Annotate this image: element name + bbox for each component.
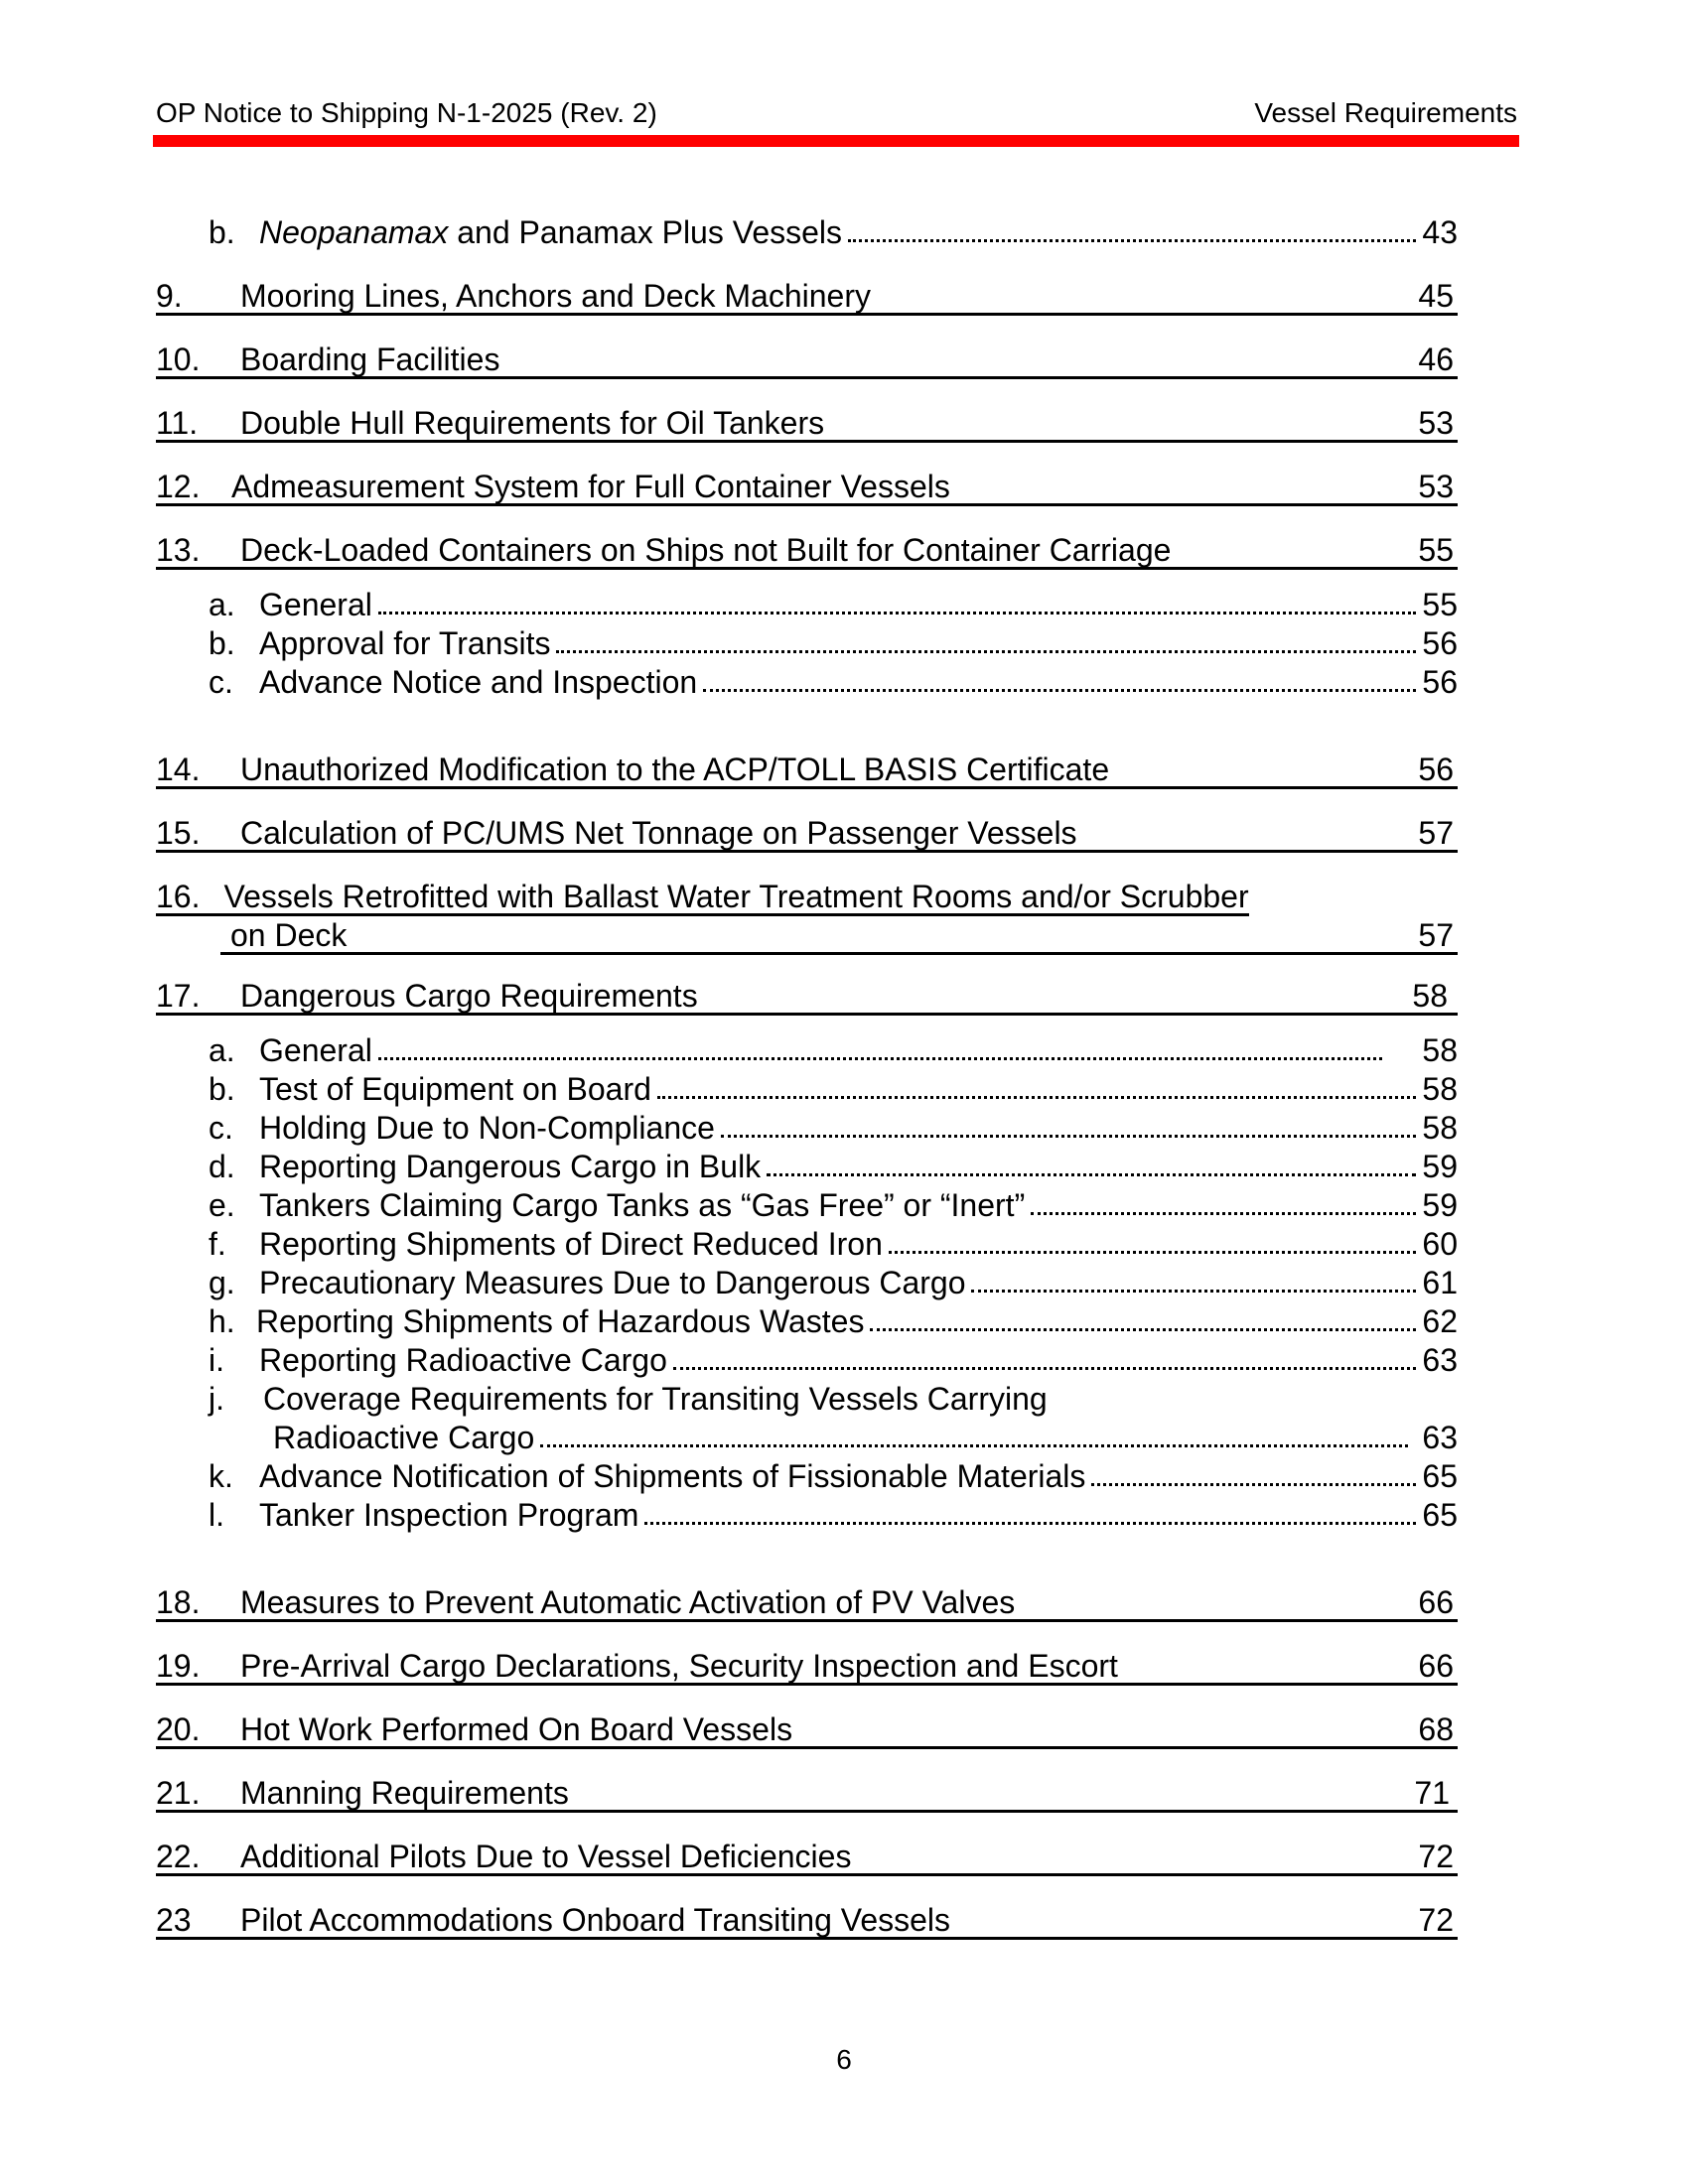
toc-page-number: 58 bbox=[1422, 1032, 1458, 1068]
toc-subitem-text: Approval for Transits bbox=[259, 625, 551, 661]
toc-section-12[interactable] bbox=[156, 467, 1458, 506]
toc-section-number: 13. bbox=[156, 532, 201, 568]
toc-subitem-letter: k. bbox=[209, 1458, 233, 1494]
toc-section-number: 20. bbox=[156, 1711, 201, 1747]
toc-section-17[interactable] bbox=[156, 976, 1458, 1016]
toc-section-16-line1[interactable] bbox=[156, 877, 1249, 916]
toc-section-title: Additional Pilots Due to Vessel Deficiencies bbox=[240, 1839, 852, 1874]
toc-subitem-letter: b. bbox=[209, 625, 235, 661]
toc-section-18[interactable] bbox=[156, 1582, 1458, 1622]
toc-section-title: Boarding Facilities bbox=[240, 341, 500, 377]
toc-section-number: 15. bbox=[156, 815, 201, 851]
dot-leader bbox=[540, 1444, 1408, 1447]
toc-subitem-letter: c. bbox=[209, 664, 233, 700]
toc-subitem-letter: b. bbox=[209, 214, 235, 250]
dot-leader bbox=[1091, 1483, 1416, 1486]
dot-leader bbox=[556, 650, 1416, 653]
toc-subitem-17j-line2[interactable] bbox=[273, 1419, 1458, 1456]
toc-page-number: 58 bbox=[1422, 1071, 1458, 1107]
toc-subitem-text: Advance Notification of Shipments of Fissionable Materials bbox=[259, 1458, 1086, 1494]
toc-subitem-text: Reporting Radioactive Cargo bbox=[259, 1342, 667, 1378]
toc-subitem-13b[interactable] bbox=[209, 624, 1458, 662]
toc-subitem-text: Holding Due to Non-Compliance bbox=[259, 1110, 715, 1146]
toc-subitem-letter: l. bbox=[209, 1497, 224, 1533]
toc-page-number: 68 bbox=[1418, 1711, 1454, 1747]
dot-leader bbox=[848, 239, 1416, 242]
header-section-title: Vessel Requirements bbox=[1254, 97, 1517, 128]
toc-section-number: 12. bbox=[156, 469, 201, 504]
toc-subitem-17f[interactable] bbox=[209, 1225, 1458, 1263]
toc-section-title: Admeasurement System for Full Container Vessels bbox=[231, 469, 950, 504]
toc-subitem-8b[interactable] bbox=[209, 213, 1458, 251]
toc-subitem-17e[interactable] bbox=[209, 1186, 1458, 1224]
toc-section-19[interactable] bbox=[156, 1646, 1458, 1686]
toc-subitem-text: Tankers Claiming Cargo Tanks as “Gas Free” or “Inert” bbox=[259, 1187, 1026, 1223]
toc-page-number: 56 bbox=[1422, 625, 1458, 661]
toc-subitem-letter: a. bbox=[209, 1032, 235, 1068]
toc-page-number: 57 bbox=[1418, 917, 1454, 953]
toc-subitem-letter: e. bbox=[209, 1187, 235, 1223]
toc-section-23[interactable] bbox=[156, 1900, 1458, 1940]
dot-leader bbox=[703, 689, 1416, 692]
toc-section-title: Manning Requirements bbox=[240, 1775, 569, 1811]
toc-subitem-17j-line1[interactable] bbox=[209, 1380, 1458, 1418]
dot-leader bbox=[721, 1135, 1417, 1138]
toc-subitem-17c[interactable] bbox=[209, 1109, 1458, 1147]
toc-section-number: 19. bbox=[156, 1648, 201, 1684]
toc-section-15[interactable] bbox=[156, 813, 1458, 853]
toc-subitem-text: General bbox=[259, 1032, 372, 1068]
toc-subitem-text bbox=[259, 213, 842, 251]
toc-subitem-text: Tanker Inspection Program bbox=[259, 1497, 639, 1533]
toc-subitem-text-continued: Radioactive Cargo bbox=[273, 1420, 535, 1455]
toc-page-number: 72 bbox=[1418, 1839, 1454, 1874]
toc-section-22[interactable] bbox=[156, 1837, 1458, 1876]
toc-subitem-letter: c. bbox=[209, 1110, 233, 1146]
toc-page-number: 63 bbox=[1422, 1420, 1458, 1455]
toc-section-14[interactable] bbox=[156, 750, 1458, 789]
toc-section-20[interactable] bbox=[156, 1709, 1458, 1749]
toc-section-number: 14. bbox=[156, 751, 201, 787]
toc-section-title: Measures to Prevent Automatic Activation of PV Valves bbox=[240, 1584, 1016, 1620]
toc-section-number: 9. bbox=[156, 278, 183, 314]
toc-subitem-text: Reporting Dangerous Cargo in Bulk bbox=[259, 1149, 762, 1184]
toc-section-title: Mooring Lines, Anchors and Deck Machinery bbox=[240, 278, 871, 314]
toc-subitem-letter: h. bbox=[209, 1303, 235, 1339]
toc-subitem-letter: a. bbox=[209, 587, 235, 622]
toc-page-number: 66 bbox=[1418, 1584, 1454, 1620]
toc-subitem-17i[interactable] bbox=[209, 1341, 1458, 1379]
toc-page-number: 55 bbox=[1418, 532, 1454, 568]
toc-section-title: Deck-Loaded Containers on Ships not Built for Container Carriage bbox=[240, 532, 1172, 568]
toc-page-number: 59 bbox=[1422, 1149, 1458, 1184]
dot-leader bbox=[657, 1096, 1417, 1099]
toc-page-number: 43 bbox=[1422, 214, 1458, 250]
toc-section-number: 22. bbox=[156, 1839, 201, 1874]
toc-section-16-line2[interactable] bbox=[220, 915, 1458, 955]
toc-subitem-letter: b. bbox=[209, 1071, 235, 1107]
toc-section-title-continued: on Deck bbox=[230, 917, 348, 953]
toc-page-number: 59 bbox=[1422, 1187, 1458, 1223]
toc-subitem-letter: i. bbox=[209, 1342, 224, 1378]
toc-section-number: 23 bbox=[156, 1902, 192, 1938]
toc-subitem-text: General bbox=[259, 587, 372, 622]
toc-section-number: 18. bbox=[156, 1584, 201, 1620]
header-red-rule bbox=[153, 135, 1519, 147]
toc-section-21[interactable] bbox=[156, 1773, 1458, 1813]
header-document-title: OP Notice to Shipping N-1-2025 (Rev. 2) bbox=[156, 97, 657, 128]
toc-subitem-17h[interactable] bbox=[209, 1302, 1458, 1340]
toc-subitem-text: Test of Equipment on Board bbox=[259, 1071, 651, 1107]
toc-section-title: Pilot Accommodations Onboard Transiting Vessels bbox=[240, 1902, 951, 1938]
toc-subitem-letter: g. bbox=[209, 1265, 235, 1300]
toc-page-number: 56 bbox=[1418, 751, 1454, 787]
toc-subitem-17d[interactable] bbox=[209, 1148, 1458, 1185]
dot-leader bbox=[644, 1522, 1416, 1525]
toc-page-number: 66 bbox=[1418, 1648, 1454, 1684]
toc-section-number: 21. bbox=[156, 1775, 201, 1811]
toc-page-number: 63 bbox=[1422, 1342, 1458, 1378]
toc-page-number: 62 bbox=[1422, 1303, 1458, 1339]
toc-subitem-text: Reporting Shipments of Direct Reduced Iron bbox=[259, 1226, 883, 1262]
toc-subitem-text: Reporting Shipments of Hazardous Wastes bbox=[256, 1303, 865, 1339]
dot-leader bbox=[889, 1251, 1417, 1254]
toc-page-number: 65 bbox=[1422, 1497, 1458, 1533]
toc-section-11[interactable] bbox=[156, 403, 1458, 443]
toc-subitem-letter: d. bbox=[209, 1149, 235, 1184]
toc-page-number: 65 bbox=[1422, 1458, 1458, 1494]
toc-section-title: Double Hull Requirements for Oil Tankers bbox=[240, 405, 825, 441]
toc-section-number: 10. bbox=[156, 341, 201, 377]
toc-subitem-text: Advance Notice and Inspection bbox=[259, 664, 698, 700]
dot-leader bbox=[378, 1057, 1383, 1060]
toc-page-number: 53 bbox=[1418, 469, 1454, 504]
toc-subitem-text-rest: and Panamax Plus Vessels bbox=[448, 214, 843, 250]
toc-page-number: 58 bbox=[1412, 978, 1448, 1014]
toc-section-13[interactable] bbox=[156, 530, 1458, 570]
toc-subitem-text: Coverage Requirements for Transiting Vessels Carrying bbox=[263, 1381, 1048, 1417]
dot-leader bbox=[971, 1290, 1416, 1293]
toc-section-10[interactable] bbox=[156, 340, 1458, 379]
toc-section-title: Unauthorized Modification to the ACP/TOLL BASIS Certificate bbox=[240, 751, 1110, 787]
toc-subitem-13c[interactable] bbox=[209, 663, 1458, 701]
toc-subitem-italic: Neopanamax bbox=[259, 214, 449, 250]
dot-leader bbox=[767, 1173, 1416, 1176]
page-number: 6 bbox=[836, 2044, 852, 2075]
toc-section-number: 16. bbox=[156, 879, 201, 914]
toc-section-title: Hot Work Performed On Board Vessels bbox=[240, 1711, 793, 1747]
toc-page-number: 55 bbox=[1422, 587, 1458, 622]
toc-subitem-17l[interactable] bbox=[209, 1496, 1458, 1534]
toc-section-9[interactable] bbox=[156, 276, 1458, 316]
toc-section-title: Vessels Retrofitted with Ballast Water Treatment Rooms and/or Scrubber bbox=[223, 879, 1249, 914]
toc-page-number: 56 bbox=[1422, 664, 1458, 700]
toc-page-number: 57 bbox=[1418, 815, 1454, 851]
dot-leader bbox=[378, 612, 1417, 614]
toc-subitem-17b[interactable] bbox=[209, 1070, 1458, 1108]
toc-page-number: 72 bbox=[1418, 1902, 1454, 1938]
toc-subitem-letter: f. bbox=[209, 1226, 226, 1262]
toc-subitem-text: Precautionary Measures Due to Dangerous Cargo bbox=[259, 1265, 966, 1300]
toc-section-number: 11. bbox=[156, 405, 199, 441]
toc-subitem-17k[interactable] bbox=[209, 1457, 1458, 1495]
toc-subitem-17g[interactable] bbox=[209, 1264, 1458, 1301]
toc-subitem-17a[interactable] bbox=[209, 1031, 1458, 1069]
toc-section-title: Calculation of PC/UMS Net Tonnage on Passenger Vessels bbox=[240, 815, 1077, 851]
dot-leader bbox=[1031, 1212, 1416, 1215]
toc-page-number: 61 bbox=[1422, 1265, 1458, 1300]
toc-section-title: Dangerous Cargo Requirements bbox=[240, 978, 698, 1014]
toc-page-number: 46 bbox=[1418, 341, 1454, 377]
toc-subitem-letter: j. bbox=[209, 1381, 224, 1417]
toc-page-number: 53 bbox=[1418, 405, 1454, 441]
toc-page-number: 45 bbox=[1418, 278, 1454, 314]
toc-page-number: 60 bbox=[1422, 1226, 1458, 1262]
toc-page-number: 58 bbox=[1422, 1110, 1458, 1146]
dot-leader bbox=[870, 1328, 1416, 1331]
toc-section-number: 17. bbox=[156, 978, 201, 1014]
toc-subitem-13a[interactable] bbox=[209, 586, 1458, 623]
toc-section-title: Pre-Arrival Cargo Declarations, Security Inspection and Escort bbox=[240, 1648, 1118, 1684]
dot-leader bbox=[673, 1367, 1417, 1370]
toc-page-number: 71 bbox=[1414, 1775, 1450, 1811]
